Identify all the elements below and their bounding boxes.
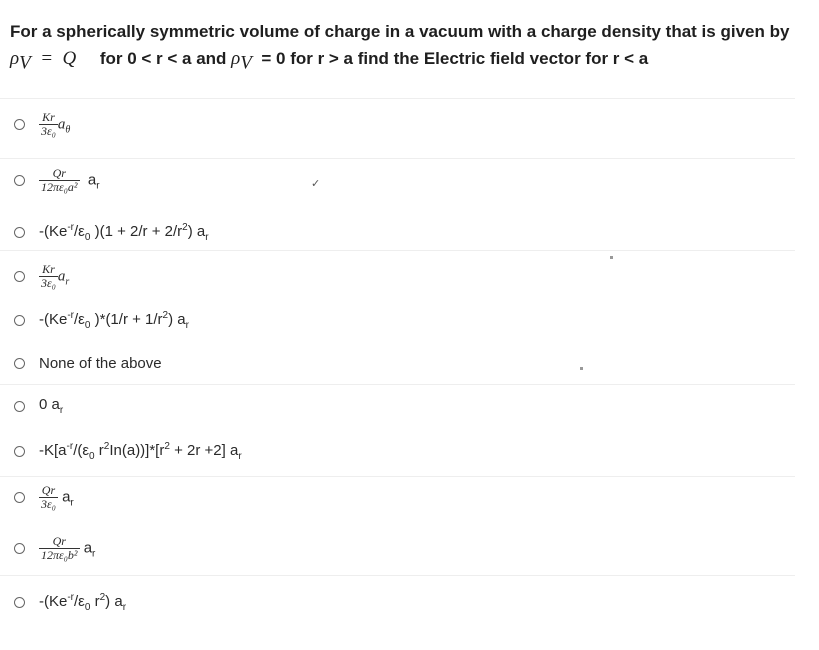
option-2[interactable] (14, 160, 794, 200)
subscript: 0 (84, 601, 91, 613)
option-text: /ε (74, 310, 85, 328)
radio-button[interactable] (14, 271, 25, 282)
question-line1: For a spherically symmetric volume of charge in a vacuum with a charge density that is given by (10, 22, 790, 41)
option-5[interactable] (14, 300, 794, 340)
denominator: 3ε₀ (41, 496, 56, 511)
unit-vector: a (83, 538, 93, 556)
option-text: ) a (187, 222, 206, 240)
rho-symbol-2: ρ (231, 48, 241, 69)
option-label (39, 535, 95, 562)
option-label (39, 167, 100, 194)
radio-button[interactable] (14, 446, 25, 457)
subscript: r (205, 231, 209, 243)
denominator: 12πε₀a² (41, 179, 78, 194)
option-text: )(1 + 2/r + 2/r (90, 222, 183, 240)
unit-subscript: r (96, 179, 100, 191)
option-label (39, 484, 74, 511)
rho-symbol: ρ (10, 48, 20, 69)
unit-vector: a (57, 267, 66, 284)
option-text: 0 a (39, 396, 60, 413)
option-label (39, 396, 63, 416)
numerator: Kr (42, 261, 55, 276)
fraction (39, 484, 58, 511)
radio-button[interactable] (14, 358, 25, 369)
option-text: ) a (105, 592, 123, 610)
fraction (39, 263, 58, 290)
unit-subscript: r (65, 275, 70, 287)
subscript: r (122, 601, 127, 613)
option-text: r (94, 441, 104, 459)
denominator: 12πε₀b² (41, 547, 78, 562)
denominator: 3ε₀ (41, 123, 56, 138)
option-text: + 2r +2] a (169, 441, 239, 459)
option-9[interactable] (14, 477, 794, 517)
equals-sign: = (40, 48, 54, 69)
option-10[interactable] (14, 528, 794, 568)
radio-button[interactable] (14, 119, 25, 130)
superscript: 2 (103, 440, 110, 452)
superscript: -r (67, 309, 75, 321)
superscript: 2 (162, 309, 169, 321)
option-8[interactable] (14, 431, 794, 471)
question-text (10, 18, 810, 76)
radio-button[interactable] (14, 492, 25, 503)
subscript: 0 (84, 319, 91, 331)
option-text: -(Ke (39, 222, 68, 240)
option-4[interactable] (14, 256, 794, 296)
subscript: 0 (89, 450, 95, 462)
option-text: )*(1/r + 1/r (90, 310, 163, 328)
option-text: /(ε (73, 441, 90, 459)
superscript: -r (66, 440, 74, 452)
option-text: /ε (74, 592, 85, 610)
option-11[interactable] (14, 582, 794, 622)
superscript: 2 (182, 221, 188, 233)
fraction (39, 111, 58, 138)
unit-vector: a (62, 487, 71, 505)
radio-button[interactable] (14, 227, 25, 238)
numerator: Kr (42, 109, 55, 124)
option-text: In(a))]*[r (109, 441, 165, 459)
option-label (39, 111, 70, 138)
denominator: 3ε₀ (41, 275, 56, 290)
option-text: ) a (168, 310, 186, 328)
unit-subscript: r (92, 547, 96, 559)
charge-Q: Q (62, 48, 77, 69)
option-text: -(Ke (39, 592, 68, 610)
divider (0, 384, 795, 385)
superscript: -r (67, 221, 75, 233)
radio-button[interactable] (14, 401, 25, 412)
option-label: None of the above (39, 354, 162, 372)
condition-1: for 0 < r < a and (99, 49, 227, 68)
subscript: r (185, 319, 189, 331)
option-6[interactable] (14, 343, 794, 383)
superscript: -r (67, 591, 75, 603)
rho-subscript-2: V (240, 52, 252, 74)
option-label (39, 222, 209, 243)
divider (0, 158, 795, 159)
option-text: /ε (74, 222, 85, 240)
option-1[interactable] (14, 104, 794, 144)
option-label (39, 310, 189, 331)
option-label (39, 263, 69, 290)
superscript: 2 (99, 591, 106, 603)
option-text: -K[a (39, 441, 67, 459)
option-label (39, 592, 126, 613)
unit-subscript: θ (65, 123, 71, 135)
rho-subscript: V (19, 52, 31, 74)
unit-vector: a (57, 115, 66, 132)
numerator: Qr (52, 533, 66, 548)
radio-button[interactable] (14, 175, 25, 186)
option-label (39, 441, 242, 462)
subscript: r (238, 450, 242, 462)
radio-button[interactable] (14, 315, 25, 326)
divider (0, 575, 795, 576)
option-7[interactable] (14, 386, 794, 426)
radio-button[interactable] (14, 543, 25, 554)
numerator: Qr (41, 482, 56, 497)
stray-mark (580, 367, 583, 370)
unit-subscript: r (70, 496, 74, 508)
option-text: r (90, 592, 100, 610)
numerator: Qr (52, 165, 66, 180)
fraction (39, 535, 80, 562)
subscript: 0 (84, 231, 91, 243)
divider (0, 98, 795, 99)
superscript: 2 (164, 440, 170, 452)
option-text: -(Ke (39, 310, 68, 328)
checkmark-icon: ✓ (311, 178, 321, 190)
stray-mark (610, 256, 613, 259)
subscript: r (59, 405, 64, 416)
condition-2: = 0 for r > a find the Electric field vector for r < a (261, 49, 649, 68)
radio-button[interactable] (14, 597, 25, 608)
fraction (39, 167, 80, 194)
option-3[interactable] (14, 212, 794, 252)
unit-vector: a (87, 170, 97, 188)
